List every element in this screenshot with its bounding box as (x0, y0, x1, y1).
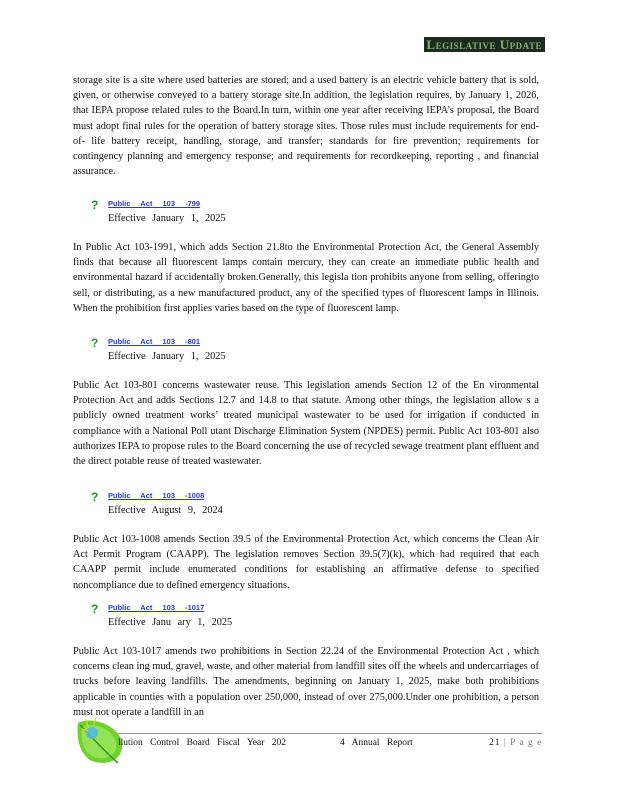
footer-report-title: llution Control Board Fiscal Year 202 (118, 738, 287, 748)
effective-date: Effective Janu ary 1, 2025 (108, 617, 233, 628)
act-link-103-1017[interactable]: Public Act 103 -1017 (108, 603, 205, 612)
effective-date: Effective January 1, 2025 (108, 351, 226, 362)
footer-report-subtitle: 4 Annual Report (340, 738, 413, 748)
page-label: | P a g e (503, 738, 543, 748)
act-link-103-1008[interactable]: Public Act 103 -1008 (108, 491, 205, 500)
paragraph-landfill-mud: Public Act 103-1017 amends two prohibitions in Section 22.24 of the Environmental Protection Act , which concerns clean ing mud, gravel, waste, and other material from landfill sites off the wheels and undercarriages of trucks before leaving landfills. The amendments, beginning on January 1, 2025, make both prohibitions applicable in counties with a population over 250,000, instead of over 275,000.Under one prohibition, a person must not operate a landfill in an (73, 646, 539, 718)
paragraph-wastewater-reuse: Public Act 103-801 concerns wastewater reuse. This legislation amends Section 12 of the En vironmental Protection Act and adds Sections 12.7 and 14.8 to that statute. Among other things, the legislation allow s a publicly owned treatment works’ treated municipal wastewater to be used for irrigation if conducted in compliance with a National Poll utant Discharge Elimination System (NPDES) permit. Public Act 103-801 also authorizes IEPA to propose rules to the Board concerning the use of recycled sewage treatment plant effluent and the direct potable reuse of treated wastewater. (73, 380, 539, 468)
bullet-question-icon: ? (91, 336, 99, 350)
bullet-question-icon: ? (91, 198, 99, 212)
page-header-title: Legislative Update (424, 37, 546, 52)
effective-date: Effective August 9, 2024 (108, 505, 223, 516)
act-link-103-801[interactable]: Public Act 103 -801 (108, 337, 201, 346)
paragraph-caapp: Public Act 103-1008 amends Section 39.5 of the Environmental Protection Act, which concerns the Clean Air Act Permit Program (CAAPP). The legislation removes Section 39.5(7)(k), which had required that each CAAPP permit include enumerated conditions for establishing an affirmative defense to specified noncompliance due to defined emergency situations. (73, 534, 539, 591)
paragraph-battery-storage: storage site is a site where used batteries are stored; and a used battery is an electric vehicle battery that is sold, given, or otherwise conveyed to a battery storage site.In addition, the legislation requires, by January 1, 2026, that IEPA propose related rules to the Board.In turn, within one year after receiving IEPA’s proposal, the Board must adopt final rules for the operation of battery storage sites. Those rules must include requirements for end-of- life battery receipt, handling, storage, and transfer; standards for fire prevention; requirements for contingency planning and emergency response; and requirements for recordkeeping, reporting , and financial assurance. (73, 75, 539, 178)
page-number: 21 (489, 738, 501, 748)
paragraph-fluorescent-lamps: In Public Act 103-1991, which adds Section 21.8to the Environmental Protection Act, the General Assembly finds that because all fluorescent lamps contain mercury, they can create an immediate public health and environmental hazard if accidentally broken.Generally, this legisla tion prohibits anyone from selling, offeringto sell, or distributing, as a new manufactured product, any of the specified types of fluorescent lamps in Illinois. When the prohibition first applies varies based on the type of fluorescent lamp. (73, 242, 539, 314)
bullet-question-icon: ? (91, 490, 99, 504)
footer-rule (118, 733, 542, 734)
footer-page-number (489, 738, 542, 748)
bullet-question-icon: ? (91, 602, 99, 616)
act-link-103-799[interactable]: Public Act 103 -799 (108, 199, 201, 208)
effective-date: Effective January 1, 2025 (108, 213, 226, 224)
